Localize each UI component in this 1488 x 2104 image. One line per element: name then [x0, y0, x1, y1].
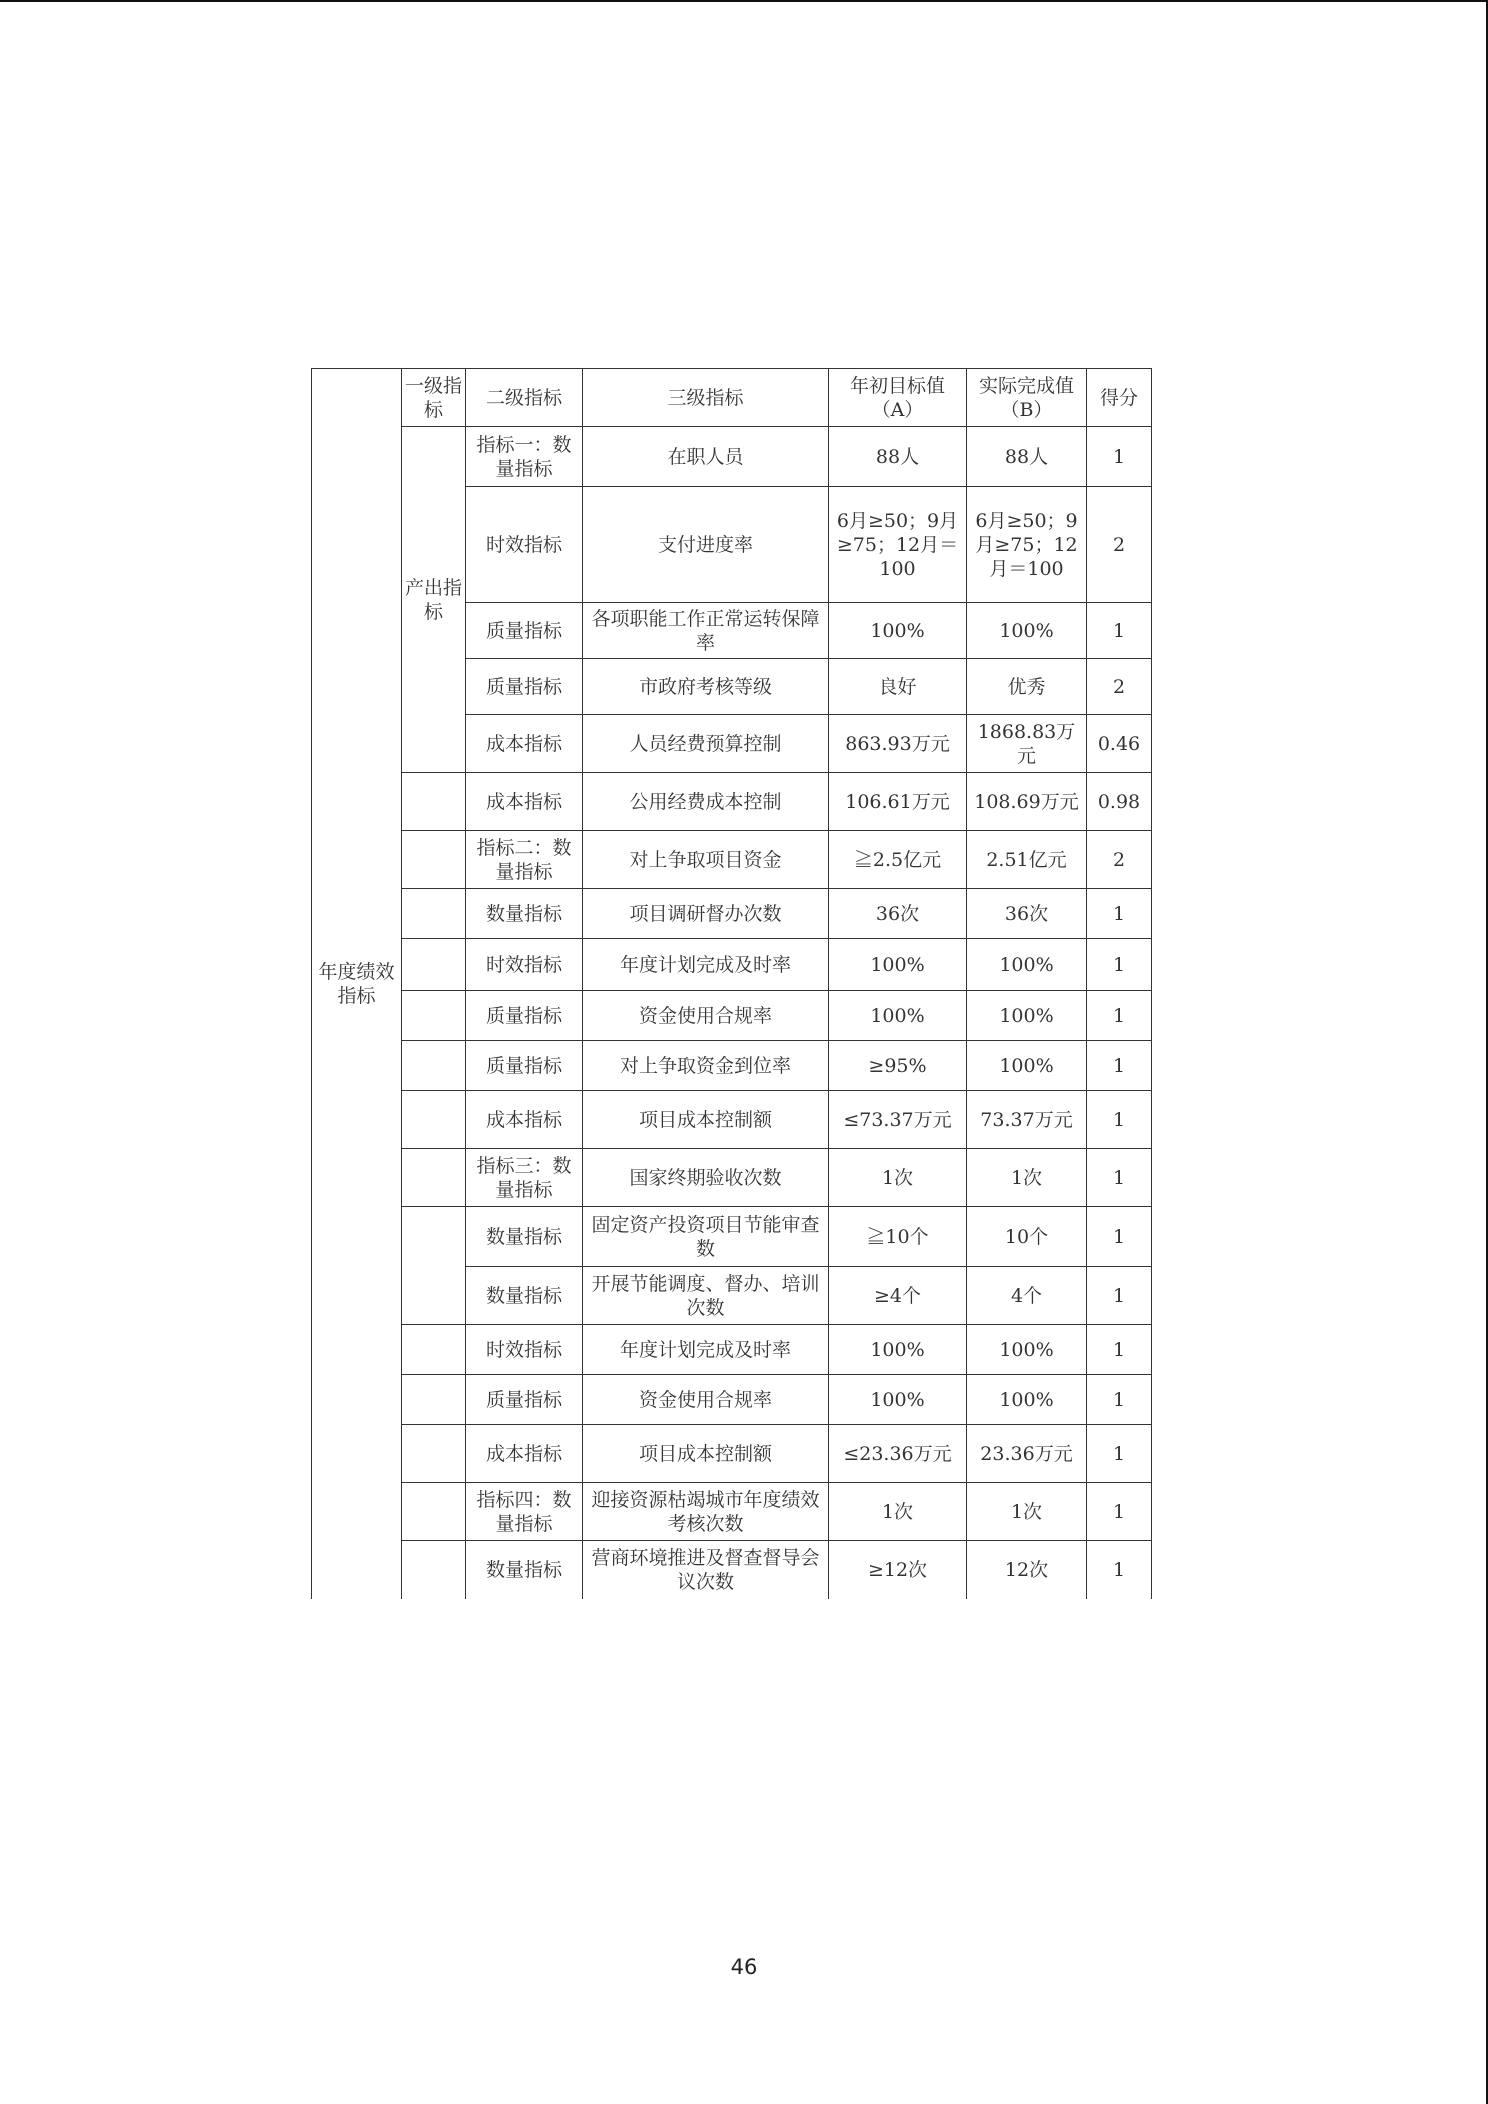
- level3-cell: 对上争取项目资金: [583, 831, 829, 889]
- level1-empty-cell: [402, 991, 466, 1041]
- target-cell: 36次: [829, 889, 967, 939]
- target-cell: ≥95%: [829, 1041, 967, 1091]
- header-score: 得分: [1087, 369, 1152, 427]
- level1-empty-cell: [402, 1425, 466, 1483]
- score-cell: 1: [1087, 991, 1152, 1041]
- annual-indicator-group-cell: [312, 369, 402, 1599]
- target-cell: 100%: [829, 1375, 967, 1425]
- level1-empty-cell: [402, 939, 466, 991]
- target-cell: 863.93万元: [829, 715, 967, 773]
- score-cell: 1: [1087, 1375, 1152, 1425]
- page-border-top: [0, 0, 1488, 2]
- score-cell: 1: [1087, 1483, 1152, 1541]
- score-cell: 0.98: [1087, 773, 1152, 831]
- target-cell: ≤73.37万元: [829, 1091, 967, 1149]
- actual-cell: 100%: [967, 1325, 1087, 1375]
- score-cell: 0.46: [1087, 715, 1152, 773]
- header-actual: 实际完成值（B）: [967, 369, 1087, 427]
- level3-cell: 公用经费成本控制: [583, 773, 829, 831]
- level3-cell: 对上争取资金到位率: [583, 1041, 829, 1091]
- table-row: [312, 831, 1152, 889]
- level1-empty-cell: [402, 1325, 466, 1375]
- score-cell: 2: [1087, 487, 1152, 603]
- table-row: [312, 1091, 1152, 1149]
- level3-cell: 迎接资源枯竭城市年度绩效考核次数: [583, 1483, 829, 1541]
- level1-empty-cell: [402, 889, 466, 939]
- score-cell: 1: [1087, 1425, 1152, 1483]
- level2-cell: 质量指标: [466, 603, 583, 659]
- score-cell: 2: [1087, 831, 1152, 889]
- score-cell: 1: [1087, 603, 1152, 659]
- level2-cell: 数量指标: [466, 889, 583, 939]
- level2-cell: 指标二：数量指标: [466, 831, 583, 889]
- score-cell: 1: [1087, 1267, 1152, 1325]
- level2-cell: 时效指标: [466, 1325, 583, 1375]
- target-cell: ≤23.36万元: [829, 1425, 967, 1483]
- actual-cell: 4个: [967, 1267, 1087, 1325]
- target-cell: ≧10个: [829, 1207, 967, 1267]
- actual-cell: 23.36万元: [967, 1425, 1087, 1483]
- score-cell: 1: [1087, 939, 1152, 991]
- header-level3: 三级指标: [583, 369, 829, 427]
- table-row: [312, 773, 1152, 831]
- table-row: [312, 1325, 1152, 1375]
- target-cell: 106.61万元: [829, 773, 967, 831]
- header-level1: 一级指标: [402, 369, 466, 427]
- level3-cell: 各项职能工作正常运转保障率: [583, 603, 829, 659]
- target-cell: ≥12次: [829, 1541, 967, 1599]
- score-cell: 1: [1087, 1325, 1152, 1375]
- actual-cell: 2.51亿元: [967, 831, 1087, 889]
- performance-indicator-table: [311, 368, 1152, 1599]
- level2-cell: 数量指标: [466, 1207, 583, 1267]
- table-row: [312, 889, 1152, 939]
- table-row: [312, 1149, 1152, 1207]
- actual-cell: 1868.83万元: [967, 715, 1087, 773]
- actual-cell: 100%: [967, 603, 1087, 659]
- level3-cell: 资金使用合规率: [583, 1375, 829, 1425]
- table-row: [312, 991, 1152, 1041]
- level3-cell: 项目成本控制额: [583, 1425, 829, 1483]
- level1-empty-cell: [402, 1041, 466, 1091]
- level1-empty-cell: [402, 1207, 466, 1325]
- actual-cell: 108.69万元: [967, 773, 1087, 831]
- level3-cell: 支付进度率: [583, 487, 829, 603]
- level3-cell: 项目调研督办次数: [583, 889, 829, 939]
- score-cell: 1: [1087, 1541, 1152, 1599]
- actual-cell: 10个: [967, 1207, 1087, 1267]
- table-row: [312, 427, 1152, 487]
- level1-empty-cell: [402, 1541, 466, 1599]
- level2-cell: 成本指标: [466, 715, 583, 773]
- table-row: [312, 1425, 1152, 1483]
- level3-cell: 固定资产投资项目节能审查数: [583, 1207, 829, 1267]
- level3-cell: 开展节能调度、督办、培训次数: [583, 1267, 829, 1325]
- level3-cell: 资金使用合规率: [583, 991, 829, 1041]
- score-cell: 1: [1087, 1041, 1152, 1091]
- actual-cell: 12次: [967, 1541, 1087, 1599]
- target-cell: ≥4个: [829, 1267, 967, 1325]
- actual-cell: 36次: [967, 889, 1087, 939]
- score-cell: 1: [1087, 1207, 1152, 1267]
- score-cell: 1: [1087, 1091, 1152, 1149]
- actual-cell: 100%: [967, 991, 1087, 1041]
- level2-cell: 数量指标: [466, 1541, 583, 1599]
- level3-cell: 在职人员: [583, 427, 829, 487]
- target-cell: 1次: [829, 1149, 967, 1207]
- output-indicator-cell: [402, 427, 466, 773]
- level2-cell: 质量指标: [466, 1041, 583, 1091]
- score-cell: 1: [1087, 1149, 1152, 1207]
- level3-cell: 年度计划完成及时率: [583, 1325, 829, 1375]
- target-cell: 100%: [829, 603, 967, 659]
- actual-cell: 6月≥50；9月≥75；12月＝100: [967, 487, 1087, 603]
- level1-empty-cell: [402, 1375, 466, 1425]
- header-target: 年初目标值（A）: [829, 369, 967, 427]
- level3-cell: 国家终期验收次数: [583, 1149, 829, 1207]
- table-row: [312, 1541, 1152, 1599]
- table-row: [312, 1483, 1152, 1541]
- actual-cell: 88人: [967, 427, 1087, 487]
- level2-cell: 成本指标: [466, 773, 583, 831]
- target-cell: 100%: [829, 1325, 967, 1375]
- level1-empty-cell: [402, 1483, 466, 1541]
- output-indicator-label: 产出指标: [405, 576, 463, 623]
- level2-cell: 质量指标: [466, 991, 583, 1041]
- level2-cell: 质量指标: [466, 1375, 583, 1425]
- actual-cell: 优秀: [967, 659, 1087, 715]
- level1-empty-cell: [402, 1091, 466, 1149]
- level2-cell: 成本指标: [466, 1425, 583, 1483]
- annual-indicator-label: 年度绩效指标: [318, 960, 395, 1007]
- level3-cell: 市政府考核等级: [583, 659, 829, 715]
- table-row: [312, 1207, 1152, 1267]
- target-cell: 88人: [829, 427, 967, 487]
- score-cell: 1: [1087, 889, 1152, 939]
- target-cell: 100%: [829, 991, 967, 1041]
- actual-cell: 73.37万元: [967, 1091, 1087, 1149]
- level3-cell: 年度计划完成及时率: [583, 939, 829, 991]
- target-cell: 良好: [829, 659, 967, 715]
- page-number: 46: [730, 1955, 758, 1979]
- table-row: [312, 1375, 1152, 1425]
- level2-cell: 指标一：数量指标: [466, 427, 583, 487]
- level1-empty-cell: [402, 1149, 466, 1207]
- level2-cell: 时效指标: [466, 487, 583, 603]
- level2-cell: 指标四：数量指标: [466, 1483, 583, 1541]
- actual-cell: 1次: [967, 1483, 1087, 1541]
- table-row: [312, 1041, 1152, 1091]
- target-cell: 6月≥50；9月≥75；12月＝100: [829, 487, 967, 603]
- target-cell: ≧2.5亿元: [829, 831, 967, 889]
- target-cell: 100%: [829, 939, 967, 991]
- actual-cell: 100%: [967, 1375, 1087, 1425]
- actual-cell: 100%: [967, 939, 1087, 991]
- actual-cell: 1次: [967, 1149, 1087, 1207]
- level2-cell: 质量指标: [466, 659, 583, 715]
- score-cell: 2: [1087, 659, 1152, 715]
- actual-cell: 100%: [967, 1041, 1087, 1091]
- level1-empty-cell: [402, 773, 466, 831]
- level3-cell: 人员经费预算控制: [583, 715, 829, 773]
- level3-cell: 营商环境推进及督查督导会议次数: [583, 1541, 829, 1599]
- score-cell: 1: [1087, 427, 1152, 487]
- level3-cell: 项目成本控制额: [583, 1091, 829, 1149]
- table-row: [312, 939, 1152, 991]
- level2-cell: 时效指标: [466, 939, 583, 991]
- header-level2: 二级指标: [466, 369, 583, 427]
- level1-empty-cell: [402, 831, 466, 889]
- level2-cell: 数量指标: [466, 1267, 583, 1325]
- target-cell: 1次: [829, 1483, 967, 1541]
- level2-cell: 指标三：数量指标: [466, 1149, 583, 1207]
- level2-cell: 成本指标: [466, 1091, 583, 1149]
